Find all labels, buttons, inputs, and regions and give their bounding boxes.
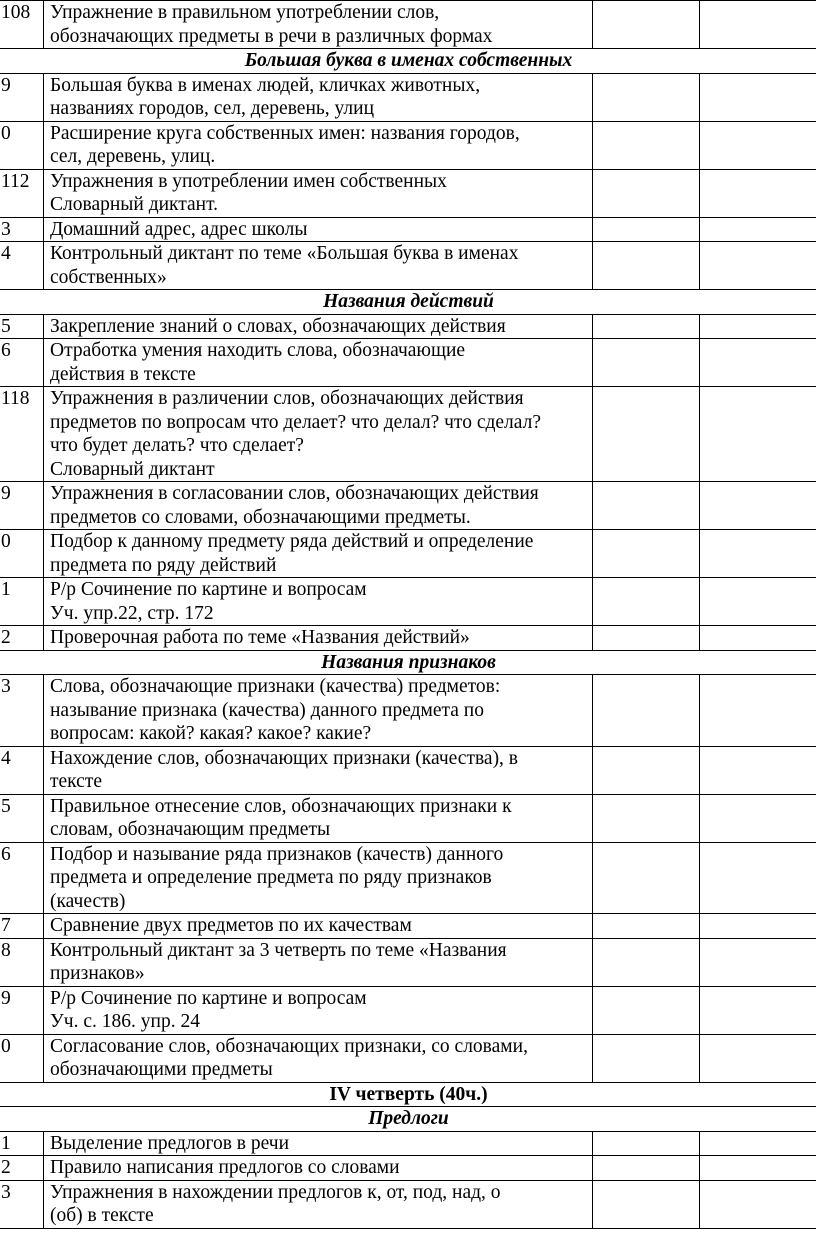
lesson-note-cell xyxy=(700,1034,816,1082)
lesson-note-cell xyxy=(700,242,816,290)
lesson-note-cell xyxy=(700,169,816,217)
lesson-topic: Упражнение в правильном употреблении слов, обозначающих предметы в речи в различных формах xyxy=(44,1,593,49)
lesson-date-cell xyxy=(593,914,700,939)
lesson-number: 112 xyxy=(0,169,44,217)
lesson-topic: Упражнения в нахождении предлогов к, от, под, над, о (об) в тексте xyxy=(44,1180,593,1228)
lesson-topic: Подбор к данному предмету ряда действий и определение предмета по ряду действий xyxy=(44,530,593,578)
lesson-topic: Правильное отнесение слов, обозначающих признаки к словам, обозначающим предметы xyxy=(44,794,593,842)
lesson-date-cell xyxy=(593,938,700,986)
lesson-note-cell xyxy=(700,1156,816,1181)
lesson-note-cell xyxy=(700,314,816,339)
lesson-date-cell xyxy=(593,842,700,914)
lesson-number: 6 xyxy=(0,339,44,387)
quarter-row xyxy=(0,1082,816,1107)
lesson-row xyxy=(0,1,816,49)
lesson-date-cell xyxy=(593,675,700,747)
lesson-note-cell xyxy=(700,986,816,1034)
lesson-date-cell xyxy=(593,73,700,121)
lesson-topic: Проверочная работа по теме «Названия действий» xyxy=(44,626,593,651)
lesson-date-cell xyxy=(593,1156,700,1181)
lesson-row xyxy=(0,1156,816,1181)
lesson-topic: Слова, обозначающие признаки (качества) предметов: называние признака (качества) данного предмета по вопросам: какой? какая? какое? какие? xyxy=(44,675,593,747)
lesson-row xyxy=(0,121,816,169)
lesson-note-cell xyxy=(700,387,816,482)
section-row xyxy=(0,1107,816,1132)
lesson-row xyxy=(0,1034,816,1082)
lesson-note-cell xyxy=(700,626,816,651)
lesson-note-cell xyxy=(700,1180,816,1228)
lesson-row xyxy=(0,530,816,578)
lesson-number: 6 xyxy=(0,842,44,914)
lesson-note-cell xyxy=(700,1131,816,1156)
lesson-topic: Р/р Сочинение по картине и вопросам Уч. упр.22, стр. 172 xyxy=(44,578,593,626)
lesson-number: 9 xyxy=(0,482,44,530)
lesson-row xyxy=(0,242,816,290)
lesson-note-cell xyxy=(700,578,816,626)
lesson-date-cell xyxy=(593,339,700,387)
lesson-date-cell xyxy=(593,314,700,339)
lesson-date-cell xyxy=(593,217,700,242)
lesson-note-cell xyxy=(700,121,816,169)
lesson-row xyxy=(0,675,816,747)
section-row xyxy=(0,290,816,315)
lesson-number: 7 xyxy=(0,914,44,939)
lesson-date-cell xyxy=(593,1131,700,1156)
lesson-note-cell xyxy=(700,746,816,794)
lesson-row xyxy=(0,314,816,339)
lesson-date-cell xyxy=(593,1,700,49)
lesson-note-cell xyxy=(700,530,816,578)
lesson-number: 3 xyxy=(0,675,44,747)
lesson-note-cell xyxy=(700,675,816,747)
lesson-number: 1 xyxy=(0,1131,44,1156)
lesson-row xyxy=(0,1131,816,1156)
quarter-heading: IV четверть (40ч.) xyxy=(0,1082,816,1107)
lesson-note-cell xyxy=(700,1,816,49)
section-heading: Большая буква в именах собственных xyxy=(0,49,816,74)
lesson-number: 2 xyxy=(0,626,44,651)
lesson-topic: Подбор и называние ряда признаков (качеств) данного предмета и определение предмета по ряду признаков (качеств) xyxy=(44,842,593,914)
lesson-topic: Согласование слов, обозначающих признаки, со словами, обозначающими предметы xyxy=(44,1034,593,1082)
lesson-number: 0 xyxy=(0,1034,44,1082)
lesson-number: 5 xyxy=(0,794,44,842)
lesson-row xyxy=(0,387,816,482)
lesson-row xyxy=(0,578,816,626)
lesson-number: 0 xyxy=(0,121,44,169)
lesson-date-cell xyxy=(593,387,700,482)
lesson-number: 118 xyxy=(0,387,44,482)
lesson-row xyxy=(0,746,816,794)
lesson-note-cell xyxy=(700,217,816,242)
lesson-number: 9 xyxy=(0,986,44,1034)
lesson-topic: Домашний адрес, адрес школы xyxy=(44,217,593,242)
lesson-row xyxy=(0,339,816,387)
lesson-number: 4 xyxy=(0,746,44,794)
lesson-topic: Упражнения в согласовании слов, обозначающих действия предметов со словами, обозначающими предметы. xyxy=(44,482,593,530)
lesson-date-cell xyxy=(593,242,700,290)
lesson-number: 5 xyxy=(0,314,44,339)
section-row xyxy=(0,650,816,675)
lesson-topic: Большая буква в именах людей, кличках животных, названиях городов, сел, деревень, улиц xyxy=(44,73,593,121)
lesson-note-cell xyxy=(700,482,816,530)
section-row xyxy=(0,49,816,74)
lesson-note-cell xyxy=(700,794,816,842)
lesson-row xyxy=(0,626,816,651)
lesson-row xyxy=(0,938,816,986)
lesson-topic: Отработка умения находить слова, обозначающие действия в тексте xyxy=(44,339,593,387)
lesson-row xyxy=(0,482,816,530)
lesson-note-cell xyxy=(700,914,816,939)
lesson-topic: Р/р Сочинение по картине и вопросам Уч. с. 186. упр. 24 xyxy=(44,986,593,1034)
lesson-topic: Правило написания предлогов со словами xyxy=(44,1156,593,1181)
lesson-note-cell xyxy=(700,339,816,387)
lesson-topic: Упражнения в различении слов, обозначающих действия предметов по вопросам что делает? что делал? что сделал? что будет делать? что сделает? Словарный диктант xyxy=(44,387,593,482)
lesson-number: 4 xyxy=(0,242,44,290)
lesson-date-cell xyxy=(593,1180,700,1228)
lesson-topic: Закрепление знаний о словах, обозначающих действия xyxy=(44,314,593,339)
lesson-topic: Выделение предлогов в речи xyxy=(44,1131,593,1156)
section-heading: Предлоги xyxy=(0,1107,816,1132)
lesson-row xyxy=(0,1180,816,1228)
lesson-date-cell xyxy=(593,746,700,794)
lesson-date-cell xyxy=(593,121,700,169)
lesson-number: 8 xyxy=(0,938,44,986)
lesson-row xyxy=(0,217,816,242)
lesson-topic: Нахождение слов, обозначающих признаки (качества), в тексте xyxy=(44,746,593,794)
lesson-number: 0 xyxy=(0,530,44,578)
lesson-date-cell xyxy=(593,794,700,842)
lesson-topic: Сравнение двух предметов по их качествам xyxy=(44,914,593,939)
lesson-date-cell xyxy=(593,578,700,626)
lesson-date-cell xyxy=(593,1034,700,1082)
lesson-plan-body xyxy=(0,1,816,1229)
lesson-number: 1 xyxy=(0,578,44,626)
lesson-number: 3 xyxy=(0,217,44,242)
lesson-note-cell xyxy=(700,842,816,914)
lesson-date-cell xyxy=(593,986,700,1034)
lesson-row xyxy=(0,842,816,914)
lesson-note-cell xyxy=(700,938,816,986)
lesson-date-cell xyxy=(593,482,700,530)
lesson-number: 9 xyxy=(0,73,44,121)
lesson-date-cell xyxy=(593,626,700,651)
section-heading: Названия действий xyxy=(0,290,816,315)
section-heading: Названия признаков xyxy=(0,650,816,675)
lesson-topic: Контрольный диктант за 3 четверть по теме «Названия признаков» xyxy=(44,938,593,986)
lesson-number: 3 xyxy=(0,1180,44,1228)
lesson-row xyxy=(0,169,816,217)
lesson-date-cell xyxy=(593,530,700,578)
lesson-row xyxy=(0,73,816,121)
lesson-row xyxy=(0,914,816,939)
lesson-topic: Упражнения в употреблении имен собственных Словарный диктант. xyxy=(44,169,593,217)
lesson-topic: Расширение круга собственных имен: названия городов, сел, деревень, улиц. xyxy=(44,121,593,169)
lesson-row xyxy=(0,794,816,842)
lesson-topic: Контрольный диктант по теме «Большая буква в именах собственных» xyxy=(44,242,593,290)
lesson-number: 2 xyxy=(0,1156,44,1181)
lesson-date-cell xyxy=(593,169,700,217)
lesson-note-cell xyxy=(700,73,816,121)
lesson-number: 108 xyxy=(0,1,44,49)
lesson-row xyxy=(0,986,816,1034)
